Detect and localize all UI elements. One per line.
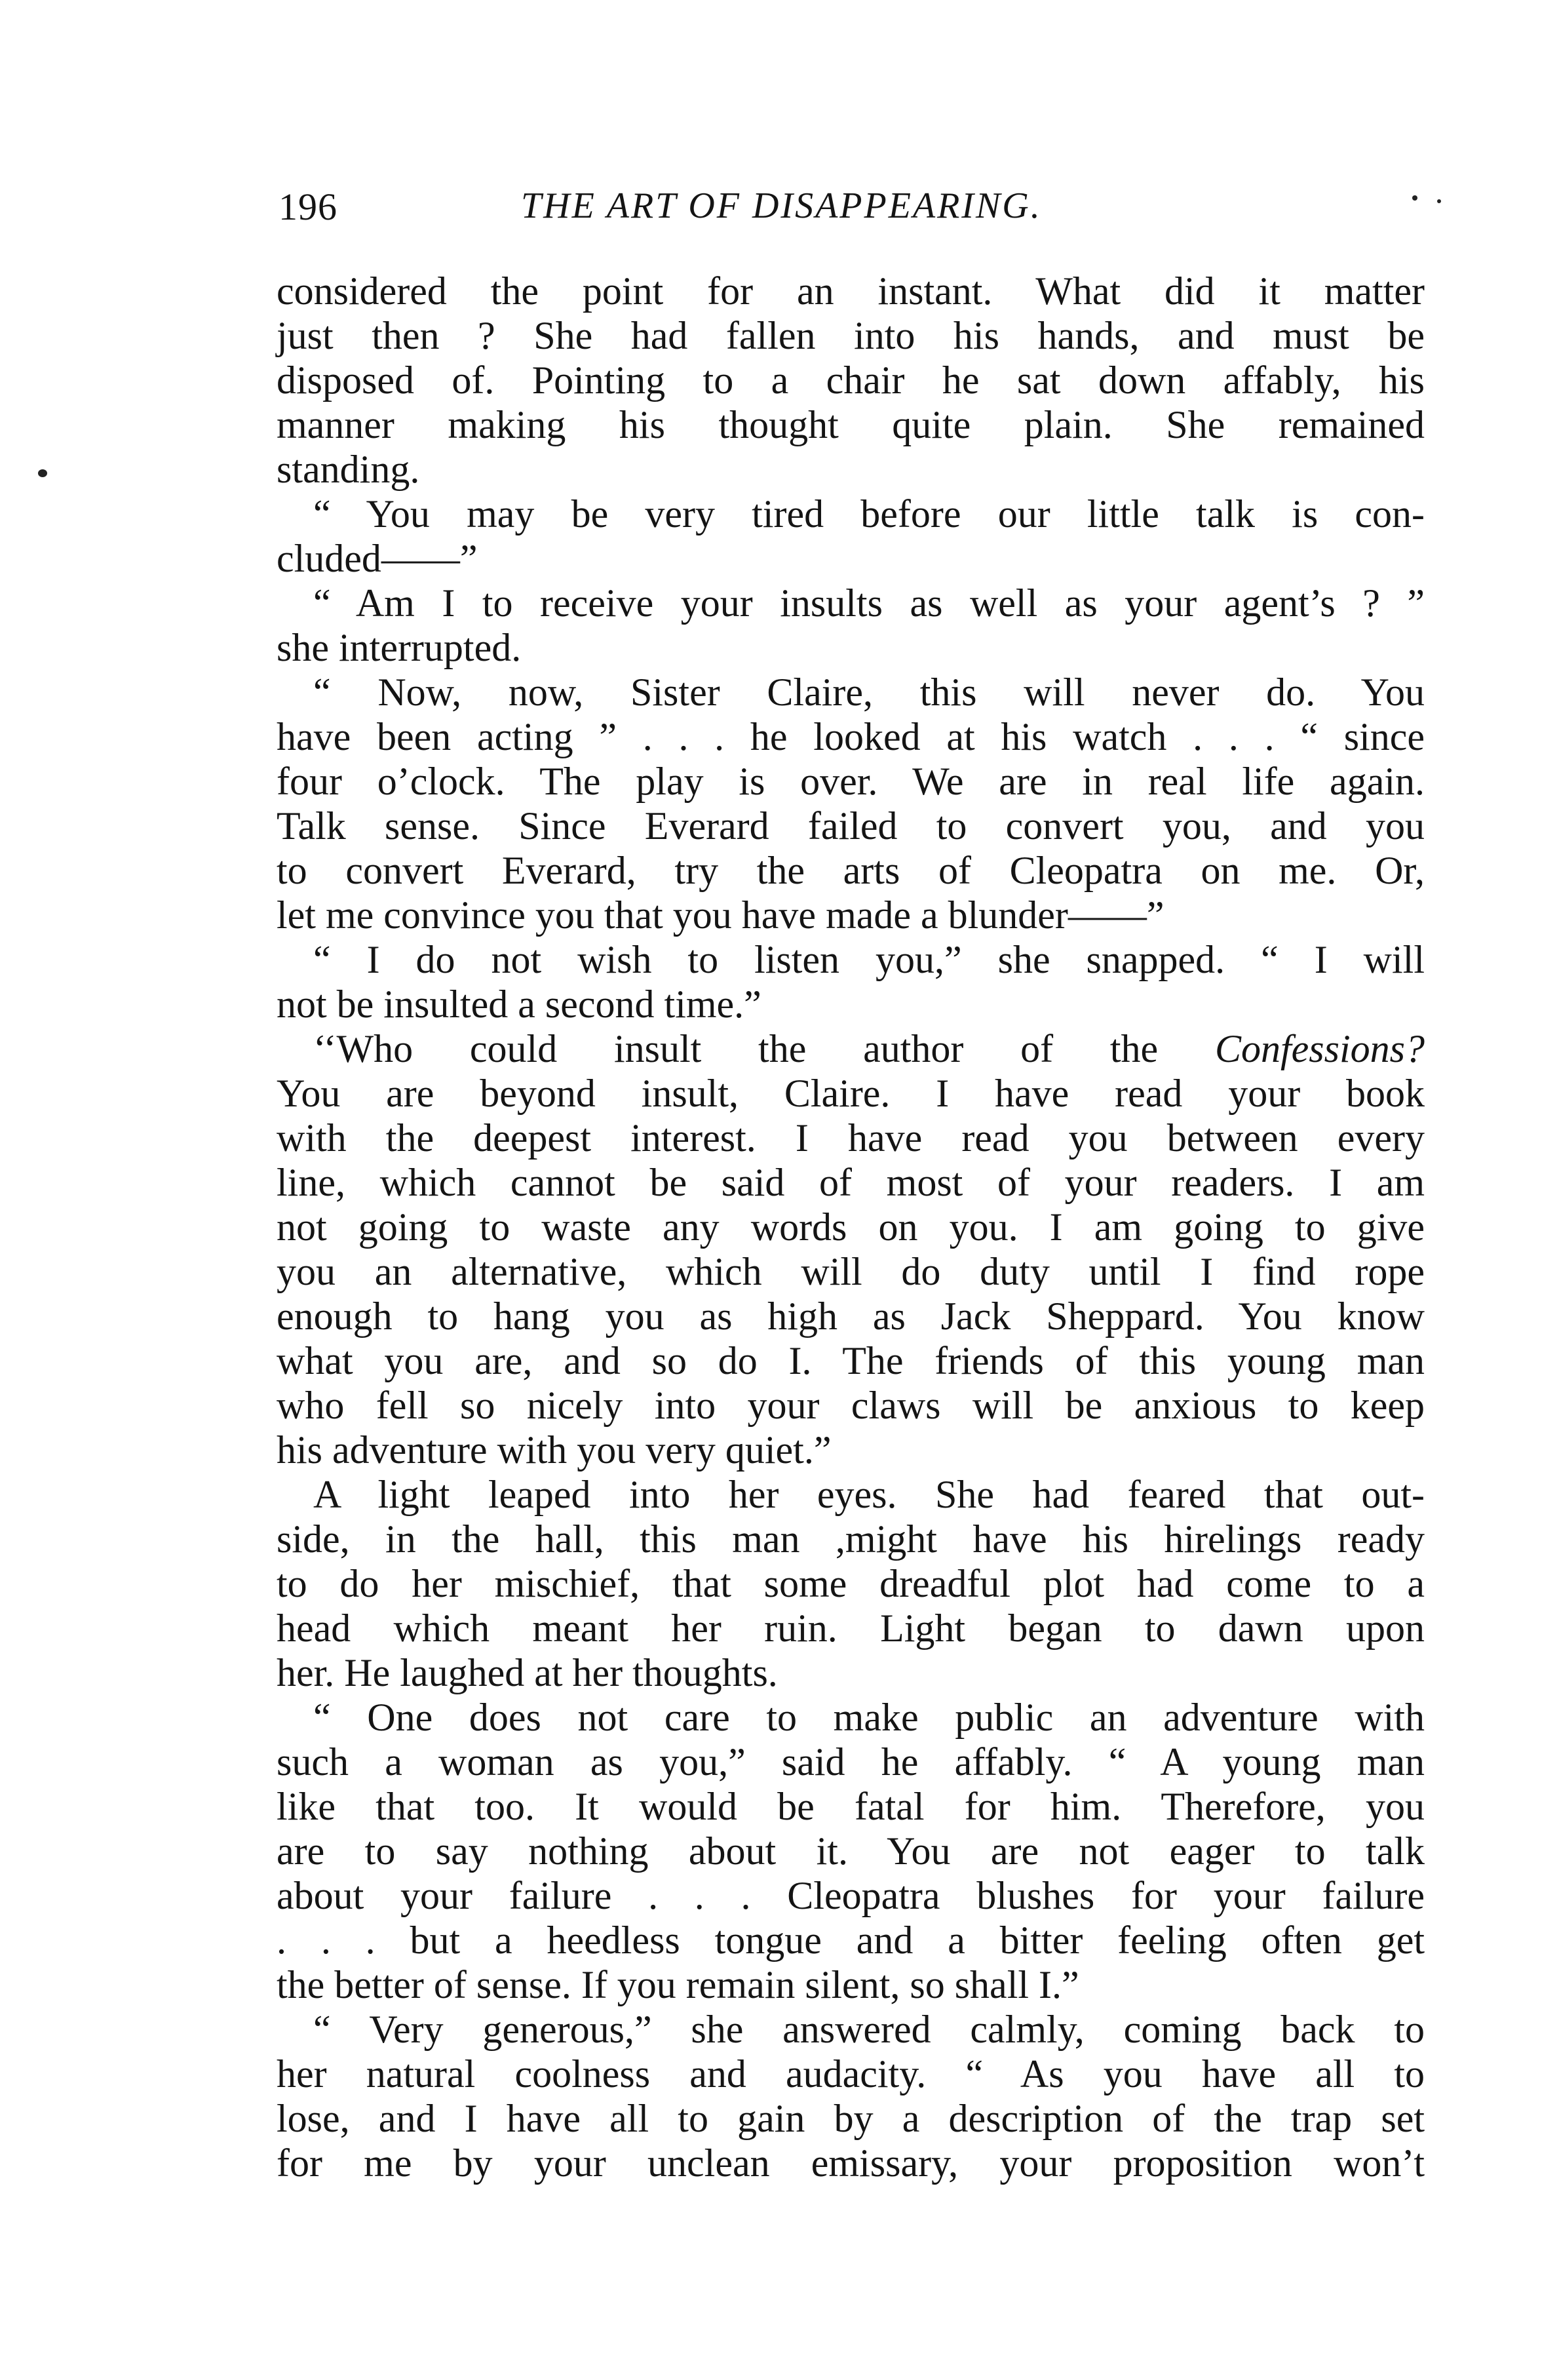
- text-line: [277, 2052, 1425, 2096]
- text-line-content: four o’clock. The play is over. We are in real life again.: [277, 760, 1425, 803]
- text-line-content: A light leaped into her eyes. She had feared that out-: [313, 1473, 1425, 1516]
- text-line-content: she interrupted.: [277, 626, 522, 669]
- text-line-content: You are beyond insult, Claire. I have read your book: [277, 1072, 1425, 1115]
- text-line: [277, 1383, 1425, 1428]
- text-line-content: not going to waste any words on you. I am going to give: [277, 1205, 1425, 1249]
- ink-speck: [1412, 195, 1417, 201]
- text-line-content: who fell so nicely into your claws will be anxious to keep: [277, 1384, 1425, 1427]
- text-line: [277, 1428, 1425, 1472]
- text-line: [277, 759, 1425, 804]
- text-line-content: . . . but a heedless tongue and a bitter feeling often get: [277, 1919, 1425, 1962]
- text-line: [277, 2141, 1425, 2185]
- text-line-content: line, which cannot be said of most of your readers. I am: [277, 1161, 1425, 1204]
- text-line: [277, 447, 1425, 492]
- text-line-content: manner making his thought quite plain. She remained: [277, 403, 1425, 446]
- text-line: [277, 714, 1425, 759]
- text-line-content: such a woman as you,” said he affably. “ A young man: [277, 1740, 1425, 1784]
- text-line-content: “ Now, now, Sister Claire, this will never do. You: [313, 671, 1425, 714]
- text-line-content: cluded——”: [277, 537, 478, 580]
- text-line-content: enough to hang you as high as Jack Sheppard. You know: [277, 1295, 1425, 1338]
- text-line-content: disposed of. Pointing to a chair he sat down affably, his: [277, 359, 1425, 402]
- text-line: [277, 1294, 1425, 1338]
- text-line: [277, 402, 1425, 447]
- text-line-content: the better of sense. If you remain silent, so shall I.”: [277, 1963, 1079, 2006]
- text-line-content: are to say nothing about it. You are not eager to talk: [277, 1829, 1425, 1873]
- text-line-content: just then ? She had fallen into his hands, and must be: [277, 314, 1425, 357]
- text-line: [277, 1695, 1425, 1740]
- text-line: [277, 1962, 1425, 2007]
- text-line: [277, 1071, 1425, 1116]
- text-line-content: about your failure . . . Cleopatra blushes for your failure: [277, 1874, 1425, 1917]
- text-line-content: “ Am I to receive your insults as well as your agent’s ? ”: [313, 581, 1425, 625]
- text-line: [277, 1026, 1425, 1071]
- page-header: [279, 185, 1432, 237]
- text-line: [277, 1606, 1425, 1650]
- text-line: [277, 1561, 1425, 1606]
- text-line: [277, 581, 1425, 625]
- text-line: [277, 2096, 1425, 2141]
- text-line-content: with the deepest interest. I have read you between every: [277, 1116, 1425, 1160]
- text-line-content: head which meant her ruin. Light began to dawn upon: [277, 1607, 1425, 1650]
- text-line-content: standing.: [277, 448, 420, 491]
- text-line: [277, 1249, 1425, 1294]
- text-line-content: what you are, and so do I. The friends of this young man: [277, 1339, 1425, 1382]
- text-line: [277, 1784, 1425, 1829]
- text-line: [277, 536, 1425, 581]
- text-line-content: to do her mischief, that some dreadful plot had come to a: [277, 1562, 1425, 1605]
- body-text: [277, 269, 1425, 2185]
- text-line: [277, 492, 1425, 536]
- text-line-content: “ One does not care to make public an adventure with: [313, 1696, 1425, 1739]
- page-number: 196: [279, 185, 337, 228]
- text-line: [277, 1517, 1425, 1561]
- text-line: [277, 358, 1425, 402]
- text-line-content: you an alternative, which will do duty until I find rope: [277, 1250, 1425, 1293]
- text-line-content: considered the point for an instant. What did it matter: [277, 269, 1425, 313]
- ink-speck: [38, 469, 47, 477]
- text-line: [277, 1918, 1425, 1962]
- text-line-content: her natural coolness and audacity. “ As you have all to: [277, 2052, 1425, 2096]
- italic-title: Confessions?: [1214, 1027, 1425, 1070]
- text-line-content: lose, and I have all to gain by a description of the trap set: [277, 2097, 1425, 2140]
- text-line-content: let me convince you that you have made a blunder——”: [277, 893, 1164, 937]
- text-line-content: ‘‘Who could insult the author of the: [313, 1027, 1159, 1070]
- ink-speck: [1437, 199, 1441, 203]
- text-line: [277, 1338, 1425, 1383]
- text-line-content: her. He laughed at her thoughts.: [277, 1651, 778, 1694]
- text-line-content: “ Very generous,” she answered calmly, coming back to: [313, 2008, 1425, 2051]
- text-line-content: his adventure with you very quiet.”: [277, 1428, 832, 1472]
- text-line-content: not be insulted a second time.”: [277, 983, 761, 1026]
- running-title: THE ART OF DISAPPEARING.: [521, 185, 1042, 226]
- text-line: [277, 269, 1425, 313]
- text-line: [277, 848, 1425, 893]
- text-line: [277, 625, 1425, 670]
- text-line: [277, 1873, 1425, 1918]
- text-line: [277, 982, 1425, 1026]
- text-line-content: for me by your unclean emissary, your proposition won’t: [277, 2141, 1425, 2185]
- text-line: [277, 1829, 1425, 1873]
- text-line-content: to convert Everard, try the arts of Cleopatra on me. Or,: [277, 849, 1425, 892]
- text-line-content: Talk sense. Since Everard failed to convert you, and you: [277, 804, 1425, 848]
- text-line: [277, 2007, 1425, 2052]
- text-line-content: like that too. It would be fatal for him. Therefore, you: [277, 1785, 1425, 1828]
- text-line: [277, 1116, 1425, 1160]
- text-line: [277, 670, 1425, 714]
- text-line: [277, 1205, 1425, 1249]
- text-line-content: “ You may be very tired before our little talk is con-: [313, 492, 1425, 536]
- text-line: [277, 1740, 1425, 1784]
- text-line: [277, 937, 1425, 982]
- text-line-content: side, in the hall, this man ,might have his hirelings ready: [277, 1517, 1425, 1561]
- text-line-content: “ I do not wish to listen you,” she snapped. “ I will: [313, 938, 1425, 981]
- text-line: [277, 1472, 1425, 1517]
- text-line: [277, 1160, 1425, 1205]
- text-line: [277, 893, 1425, 937]
- text-line: [277, 1650, 1425, 1695]
- text-line: [277, 804, 1425, 848]
- text-line-content: have been acting ” . . . he looked at his watch . . . “ since: [277, 715, 1425, 758]
- text-line: [277, 313, 1425, 358]
